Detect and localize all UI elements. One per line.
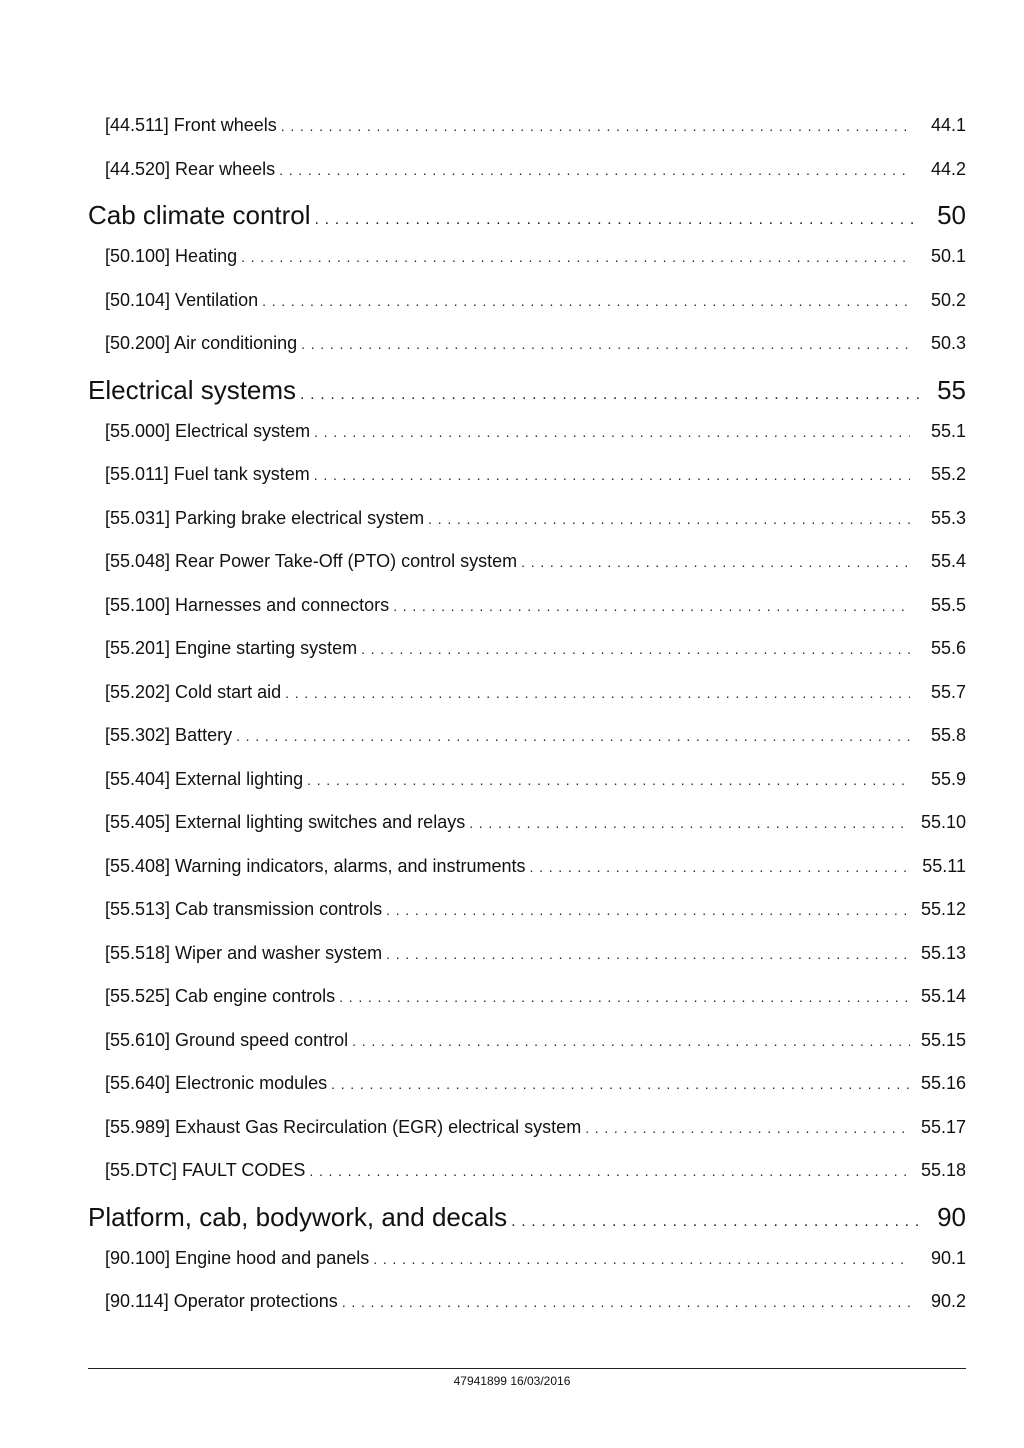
toc-page-number: 55.2 bbox=[930, 464, 966, 484]
toc-page-number: 55.10 bbox=[920, 812, 966, 832]
toc-entry-title: [55.048] Rear Power Take-Off (PTO) control system bbox=[105, 551, 518, 571]
toc-entry-title: [44.511] Front wheels bbox=[105, 115, 277, 135]
toc-entry-title: [55.408] Warning indicators, alarms, and instruments bbox=[105, 855, 526, 876]
toc-page-number: 55.9 bbox=[930, 768, 966, 789]
toc-entry-title: [55.000] Electrical system bbox=[105, 420, 311, 441]
toc-entry-title: [55.100] Harnesses and connectors bbox=[105, 594, 390, 615]
toc-entry-title: [50.200] Air conditioning bbox=[105, 333, 298, 353]
toc-page-number: 55.14 bbox=[920, 986, 966, 1006]
toc-page-number: 55.8 bbox=[930, 725, 966, 745]
dot-leader bbox=[530, 850, 910, 884]
toc-entry[interactable] bbox=[88, 1066, 966, 1110]
dot-leader bbox=[393, 589, 910, 623]
toc-entry-title: [50.104] Ventilation bbox=[105, 289, 259, 310]
toc-entry-title: [55.640] Electronic modules bbox=[105, 1073, 328, 1093]
dot-leader bbox=[309, 1154, 910, 1188]
toc-entry[interactable] bbox=[88, 1241, 966, 1285]
footer-divider bbox=[88, 1368, 966, 1369]
toc-entry[interactable] bbox=[88, 631, 966, 675]
toc-page-number: 55.1 bbox=[930, 420, 966, 441]
toc-entry-title: [55.989] Exhaust Gas Recirculation (EGR) electrical system bbox=[105, 1116, 582, 1137]
dot-leader bbox=[386, 937, 910, 971]
toc-entry[interactable] bbox=[88, 239, 966, 283]
toc-entry-title: [55.610] Ground speed control bbox=[105, 1029, 349, 1050]
dot-leader bbox=[314, 415, 910, 449]
toc-entry-title: [55.405] External lighting switches and relays bbox=[105, 812, 466, 832]
toc-page-number: 55.16 bbox=[920, 1073, 966, 1093]
dot-leader bbox=[585, 1111, 910, 1145]
toc-entry[interactable] bbox=[88, 718, 966, 762]
toc-page-number: 55.6 bbox=[930, 638, 966, 658]
toc-entry-title: [55.202] Cold start aid bbox=[105, 681, 282, 702]
dot-leader bbox=[428, 502, 910, 536]
table-of-contents bbox=[88, 108, 966, 1328]
toc-page-number: 50.2 bbox=[930, 289, 966, 310]
toc-page-number: 90 bbox=[937, 1201, 966, 1232]
toc-section-title: Cab climate control bbox=[88, 200, 311, 230]
toc-entry[interactable] bbox=[88, 979, 966, 1023]
toc-section-heading[interactable] bbox=[88, 366, 966, 414]
dot-leader bbox=[262, 284, 910, 318]
toc-page-number: 50 bbox=[937, 200, 966, 230]
dot-leader bbox=[352, 1024, 910, 1058]
toc-page-number: 55.5 bbox=[930, 594, 966, 615]
toc-entry-title: [55.031] Parking brake electrical system bbox=[105, 507, 425, 528]
toc-entry[interactable] bbox=[88, 805, 966, 849]
toc-entry[interactable] bbox=[88, 1153, 966, 1197]
toc-entry[interactable] bbox=[88, 501, 966, 545]
toc-page-number: 55.3 bbox=[930, 507, 966, 528]
dot-leader bbox=[521, 545, 910, 579]
toc-entry[interactable] bbox=[88, 675, 966, 719]
toc-entry-title: [44.520] Rear wheels bbox=[105, 158, 276, 179]
toc-page-number: 50.3 bbox=[930, 333, 966, 353]
dot-leader bbox=[236, 719, 910, 753]
toc-entry[interactable] bbox=[88, 588, 966, 632]
toc-page-number: 55.18 bbox=[920, 1160, 966, 1180]
dot-leader bbox=[339, 980, 910, 1014]
dot-leader bbox=[300, 371, 920, 419]
toc-entry-title: [55.518] Wiper and washer system bbox=[105, 942, 383, 963]
toc-entry-title: [55.404] External lighting bbox=[105, 768, 304, 789]
toc-entry-title: [55.201] Engine starting system bbox=[105, 638, 358, 658]
dot-leader bbox=[469, 806, 910, 840]
toc-section-heading[interactable] bbox=[88, 1193, 966, 1241]
toc-page-number: 90.1 bbox=[930, 1247, 966, 1268]
toc-entry[interactable] bbox=[88, 326, 966, 370]
toc-page-number: 55.13 bbox=[920, 942, 966, 963]
toc-entry-title: [55.DTC] FAULT CODES bbox=[105, 1160, 306, 1180]
toc-entry[interactable] bbox=[88, 544, 966, 588]
dot-leader bbox=[315, 196, 920, 244]
toc-entry-title: [55.525] Cab engine controls bbox=[105, 986, 336, 1006]
toc-entry-title: [50.100] Heating bbox=[105, 246, 238, 266]
toc-entry-title: [55.011] Fuel tank system bbox=[105, 464, 310, 484]
toc-page-number: 55.4 bbox=[930, 551, 966, 571]
dot-leader bbox=[281, 109, 910, 143]
toc-page-number: 55.12 bbox=[920, 899, 966, 919]
toc-entry-title: [55.302] Battery bbox=[105, 725, 233, 745]
dot-leader bbox=[307, 763, 910, 797]
dot-leader bbox=[331, 1067, 910, 1101]
dot-leader bbox=[241, 240, 910, 274]
toc-page-number: 55 bbox=[937, 374, 966, 405]
toc-entry[interactable] bbox=[88, 1110, 966, 1154]
toc-page-number: 55.11 bbox=[922, 855, 966, 876]
toc-page-number: 50.1 bbox=[930, 246, 966, 266]
toc-entry-title: [90.100] Engine hood and panels bbox=[105, 1247, 370, 1268]
toc-section-heading[interactable] bbox=[88, 191, 966, 239]
dot-leader bbox=[386, 893, 910, 927]
toc-entry[interactable] bbox=[88, 1284, 966, 1328]
toc-entry-title: [55.513] Cab transmission controls bbox=[105, 899, 383, 919]
toc-entry[interactable] bbox=[88, 1023, 966, 1067]
toc-entry[interactable] bbox=[88, 762, 966, 806]
footer-document-id: 47941899 16/03/2016 bbox=[453, 1374, 571, 1388]
dot-leader bbox=[285, 676, 910, 710]
toc-page-number: 44.2 bbox=[930, 158, 966, 179]
dot-leader bbox=[361, 632, 910, 666]
toc-entry[interactable] bbox=[88, 152, 966, 196]
toc-entry[interactable] bbox=[88, 892, 966, 936]
toc-page-number: 44.1 bbox=[930, 115, 966, 135]
toc-entry[interactable] bbox=[88, 457, 966, 501]
toc-section-title: Electrical systems bbox=[88, 374, 297, 405]
toc-entry-title: [90.114] Operator protections bbox=[105, 1291, 338, 1311]
toc-entry[interactable] bbox=[88, 414, 966, 458]
toc-page-number: 90.2 bbox=[930, 1291, 966, 1311]
dot-leader bbox=[301, 327, 910, 361]
toc-entry[interactable] bbox=[88, 283, 966, 327]
toc-entry[interactable] bbox=[88, 936, 966, 980]
toc-page-number: 55.15 bbox=[920, 1029, 966, 1050]
toc-entry[interactable] bbox=[88, 108, 966, 152]
dot-leader bbox=[373, 1242, 910, 1276]
dot-leader bbox=[342, 1285, 910, 1319]
dot-leader bbox=[279, 153, 910, 187]
toc-page-number: 55.7 bbox=[930, 681, 966, 702]
toc-entry[interactable] bbox=[88, 849, 966, 893]
dot-leader bbox=[314, 458, 910, 492]
dot-leader bbox=[511, 1198, 920, 1246]
toc-page-number: 55.17 bbox=[920, 1116, 966, 1137]
toc-section-title: Platform, cab, bodywork, and decals bbox=[88, 1201, 508, 1232]
